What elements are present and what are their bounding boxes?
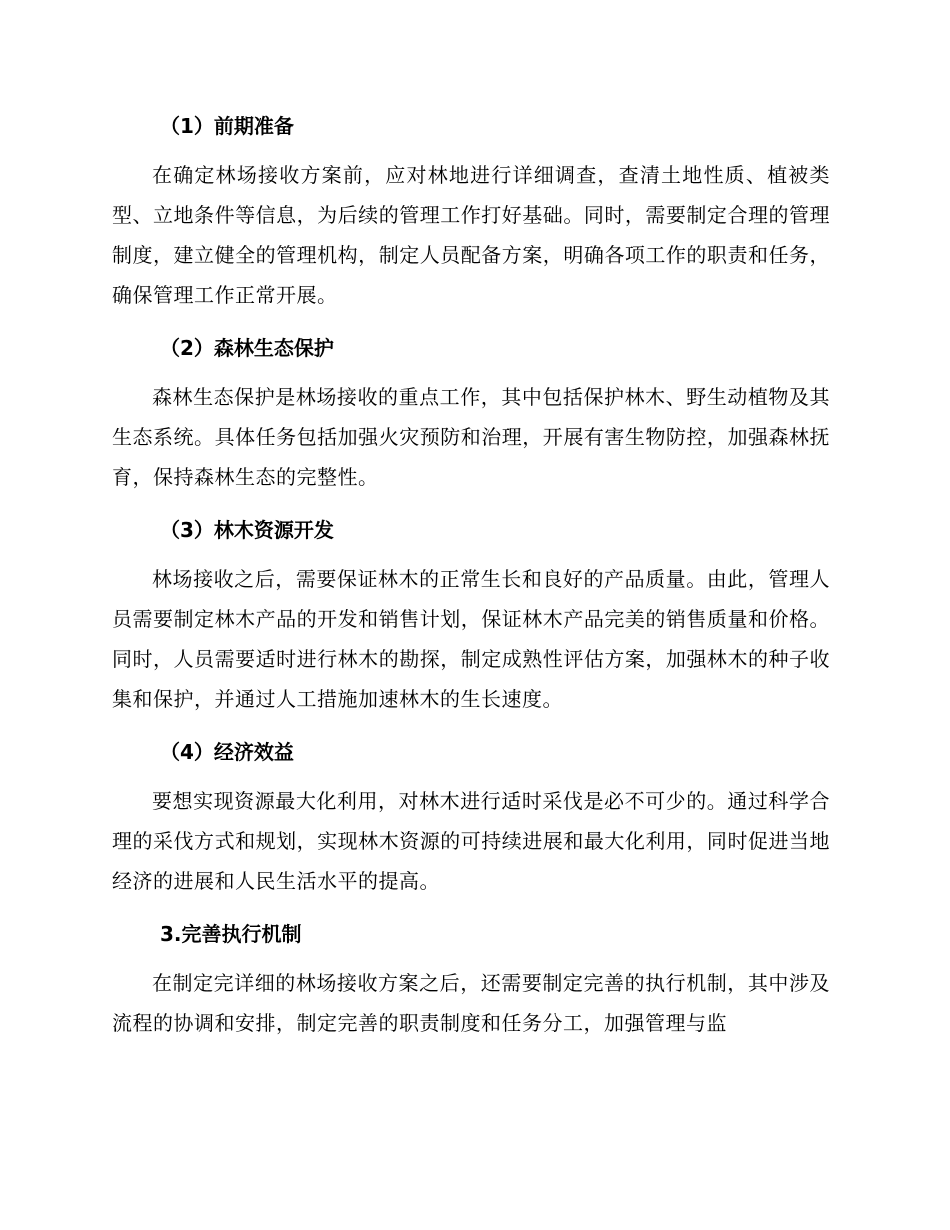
section-paragraph-execution-mechanism: 在制定完详细的林场接收方案之后，还需要制定完善的执行机制，其中涉及流程的协调和安排，制定完善的职责制度和任务分工，加强管理与监 <box>112 971 830 1035</box>
section-paragraph-preparation: 在确定林场接收方案前，应对林地进行详细调查，查清土地性质、植被类型、立地条件等信息，为后续的管理工作打好基础。同时，需要制定合理的管理制度，建立健全的管理机构，制定人员配备方案，明确各项工作的职责和任务，确保管理工作正常开展。 <box>112 163 830 307</box>
section-heading-forest-ecology: （2）森林生态保护 <box>160 336 334 360</box>
section-paragraph-forest-ecology: 森林生态保护是林场接收的重点工作，其中包括保护林木、野生动植物及其生态系统。具体任务包括加强火灾预防和治理，开展有害生物防控，加强森林抚育，保持森林生态的完整性。 <box>112 385 830 489</box>
document-body <box>112 103 830 1053</box>
section-paragraph-economic-benefit: 要想实现资源最大化利用，对林木进行适时采伐是必不可少的。通过科学合理的采伐方式和规划，实现林木资源的可持续进展和最大化利用，同时促进当地经济的进展和人民生活水平的提高。 <box>112 789 830 893</box>
section-paragraph-timber-development: 林场接收之后，需要保证林木的正常生长和良好的产品质量。由此，管理人员需要制定林木产品的开发和销售计划，保证林木产品完美的销售质量和价格。同时，人员需要适时进行林木的勘探，制定成熟性评估方案，加强林木的种子收集和保护，并通过人工措施加速林木的生长速度。 <box>112 567 830 711</box>
section-heading-timber-development: （3）林木资源开发 <box>160 518 334 542</box>
section-heading-economic-benefit: （4）经济效益 <box>160 740 294 764</box>
section-heading-preparation: （1）前期准备 <box>160 114 294 138</box>
section-heading-execution-mechanism: 3.完善执行机制 <box>160 922 302 946</box>
